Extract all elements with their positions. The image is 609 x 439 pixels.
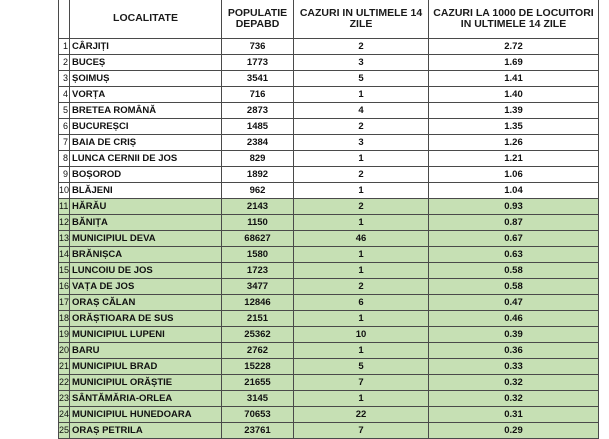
- row-cazuri: 7: [294, 375, 429, 391]
- table-row: [59, 231, 599, 247]
- row-cazuri: 5: [294, 359, 429, 375]
- row-number: 24: [59, 407, 70, 423]
- table-row: [59, 423, 599, 439]
- row-localitate: ORAȘ CĂLAN: [70, 295, 222, 311]
- row-cazuri: 1: [294, 151, 429, 167]
- row-number: 16: [59, 279, 70, 295]
- row-rata: 1.21: [429, 151, 599, 167]
- row-rata: 1.06: [429, 167, 599, 183]
- row-rata: 0.31: [429, 407, 599, 423]
- table-row: [59, 183, 599, 199]
- table-row: [59, 311, 599, 327]
- row-cazuri: 2: [294, 199, 429, 215]
- row-populatie: 2762: [222, 343, 294, 359]
- table-row: [59, 359, 599, 375]
- row-populatie: 1485: [222, 119, 294, 135]
- row-localitate: BRETEA ROMÂNĂ: [70, 103, 222, 119]
- row-cazuri: 1: [294, 215, 429, 231]
- row-populatie: 12846: [222, 295, 294, 311]
- row-localitate: BOȘOROD: [70, 167, 222, 183]
- row-localitate: HĂRĂU: [70, 199, 222, 215]
- table-row: [59, 263, 599, 279]
- row-rata: 0.46: [429, 311, 599, 327]
- row-cazuri: 1: [294, 391, 429, 407]
- row-localitate: MUNICIPIUL LUPENI: [70, 327, 222, 343]
- table-row: [59, 279, 599, 295]
- table-row: [59, 199, 599, 215]
- row-number: 18: [59, 311, 70, 327]
- row-number: 5: [59, 103, 70, 119]
- row-rata: 0.58: [429, 279, 599, 295]
- row-rata: 0.36: [429, 343, 599, 359]
- row-rata: 0.32: [429, 391, 599, 407]
- row-localitate: CÂRJIȚI: [70, 39, 222, 55]
- row-rata: 0.39: [429, 327, 599, 343]
- row-cazuri: 2: [294, 119, 429, 135]
- header-number: [59, 0, 70, 39]
- row-localitate: ȘOIMUȘ: [70, 71, 222, 87]
- row-localitate: BARU: [70, 343, 222, 359]
- row-localitate: MUNICIPIUL DEVA: [70, 231, 222, 247]
- row-localitate: LUNCA CERNII DE JOS: [70, 151, 222, 167]
- row-populatie: 962: [222, 183, 294, 199]
- row-rata: 0.29: [429, 423, 599, 439]
- row-cazuri: 1: [294, 247, 429, 263]
- row-cazuri: 2: [294, 279, 429, 295]
- row-localitate: BRĂNIȘCA: [70, 247, 222, 263]
- row-rata: 1.26: [429, 135, 599, 151]
- row-populatie: 2151: [222, 311, 294, 327]
- row-localitate: VAȚA DE JOS: [70, 279, 222, 295]
- row-localitate: MUNICIPIUL BRAD: [70, 359, 222, 375]
- row-localitate: BAIA DE CRIȘ: [70, 135, 222, 151]
- row-localitate: MUNICIPIUL HUNEDOARA: [70, 407, 222, 423]
- row-number: 2: [59, 55, 70, 71]
- row-number: 15: [59, 263, 70, 279]
- row-populatie: 70653: [222, 407, 294, 423]
- row-localitate: ORAȘ PETRILA: [70, 423, 222, 439]
- row-cazuri: 1: [294, 183, 429, 199]
- table-row: [59, 119, 599, 135]
- row-cazuri: 3: [294, 135, 429, 151]
- row-populatie: 1892: [222, 167, 294, 183]
- row-populatie: 2384: [222, 135, 294, 151]
- row-cazuri: 4: [294, 103, 429, 119]
- row-number: 22: [59, 375, 70, 391]
- row-localitate: BĂNIȚA: [70, 215, 222, 231]
- row-rata: 1.69: [429, 55, 599, 71]
- row-cazuri: 2: [294, 167, 429, 183]
- row-populatie: 3145: [222, 391, 294, 407]
- row-rata: 0.47: [429, 295, 599, 311]
- row-populatie: 68627: [222, 231, 294, 247]
- row-rata: 0.93: [429, 199, 599, 215]
- row-number: 12: [59, 215, 70, 231]
- row-cazuri: 7: [294, 423, 429, 439]
- table-row: [59, 407, 599, 423]
- row-populatie: 15228: [222, 359, 294, 375]
- table-row: [59, 103, 599, 119]
- row-populatie: 1773: [222, 55, 294, 71]
- row-localitate: SÂNTĂMĂRIA-ORLEA: [70, 391, 222, 407]
- row-number: 4: [59, 87, 70, 103]
- row-rata: 2.72: [429, 39, 599, 55]
- table-row: [59, 71, 599, 87]
- row-populatie: 829: [222, 151, 294, 167]
- header-rata: CAZURI LA 1000 DE LOCUITORI IN ULTIMELE 14 ZILE: [429, 0, 599, 39]
- row-rata: 1.40: [429, 87, 599, 103]
- table-row: [59, 247, 599, 263]
- row-number: 6: [59, 119, 70, 135]
- table-row: [59, 295, 599, 311]
- row-populatie: 3477: [222, 279, 294, 295]
- row-rata: 0.33: [429, 359, 599, 375]
- table-row: [59, 167, 599, 183]
- row-rata: 1.39: [429, 103, 599, 119]
- row-populatie: 1723: [222, 263, 294, 279]
- row-cazuri: 46: [294, 231, 429, 247]
- row-cazuri: 22: [294, 407, 429, 423]
- row-cazuri: 1: [294, 343, 429, 359]
- table-row: [59, 391, 599, 407]
- row-populatie: 1580: [222, 247, 294, 263]
- row-number: 1: [59, 39, 70, 55]
- table-row: [59, 135, 599, 151]
- header-row: [59, 0, 599, 39]
- row-number: 13: [59, 231, 70, 247]
- header-cazuri: CAZURI IN ULTIMELE 14 ZILE: [294, 0, 429, 39]
- row-number: 23: [59, 391, 70, 407]
- table-row: [59, 215, 599, 231]
- row-populatie: 2143: [222, 199, 294, 215]
- header-populatie: POPULATIE DEPABD: [222, 0, 294, 39]
- row-localitate: VORȚA: [70, 87, 222, 103]
- row-populatie: 21655: [222, 375, 294, 391]
- row-cazuri: 1: [294, 263, 429, 279]
- table-row: [59, 55, 599, 71]
- row-number: 17: [59, 295, 70, 311]
- row-rata: 1.41: [429, 71, 599, 87]
- row-number: 14: [59, 247, 70, 263]
- row-rata: 0.67: [429, 231, 599, 247]
- row-number: 7: [59, 135, 70, 151]
- row-number: 10: [59, 183, 70, 199]
- row-populatie: 3541: [222, 71, 294, 87]
- row-rata: 1.04: [429, 183, 599, 199]
- row-cazuri: 1: [294, 87, 429, 103]
- header-localitate: LOCALITATE: [70, 0, 222, 39]
- row-number: 9: [59, 167, 70, 183]
- row-number: 20: [59, 343, 70, 359]
- table-row: [59, 327, 599, 343]
- table-row: [59, 151, 599, 167]
- row-cazuri: 1: [294, 311, 429, 327]
- row-localitate: BLĂJENI: [70, 183, 222, 199]
- row-number: 8: [59, 151, 70, 167]
- row-number: 3: [59, 71, 70, 87]
- row-populatie: 2873: [222, 103, 294, 119]
- row-populatie: 736: [222, 39, 294, 55]
- row-populatie: 23761: [222, 423, 294, 439]
- row-populatie: 716: [222, 87, 294, 103]
- cases-table: [58, 0, 599, 439]
- row-cazuri: 10: [294, 327, 429, 343]
- table-row: [59, 39, 599, 55]
- row-populatie: 1150: [222, 215, 294, 231]
- table-row: [59, 375, 599, 391]
- row-localitate: ORĂȘTIOARA DE SUS: [70, 311, 222, 327]
- row-cazuri: 3: [294, 55, 429, 71]
- row-localitate: MUNICIPIUL ORĂȘTIE: [70, 375, 222, 391]
- table-row: [59, 87, 599, 103]
- row-number: 19: [59, 327, 70, 343]
- row-rata: 0.63: [429, 247, 599, 263]
- row-number: 25: [59, 423, 70, 439]
- row-number: 11: [59, 199, 70, 215]
- row-cazuri: 6: [294, 295, 429, 311]
- row-localitate: BUCEȘ: [70, 55, 222, 71]
- row-rata: 1.35: [429, 119, 599, 135]
- row-localitate: BUCUREȘCI: [70, 119, 222, 135]
- row-cazuri: 2: [294, 39, 429, 55]
- row-cazuri: 5: [294, 71, 429, 87]
- row-rata: 0.87: [429, 215, 599, 231]
- table-row: [59, 343, 599, 359]
- row-rata: 0.32: [429, 375, 599, 391]
- row-number: 21: [59, 359, 70, 375]
- row-populatie: 25362: [222, 327, 294, 343]
- table-body: [59, 39, 599, 439]
- row-localitate: LUNCOIU DE JOS: [70, 263, 222, 279]
- row-rata: 0.58: [429, 263, 599, 279]
- table-header: [59, 0, 599, 39]
